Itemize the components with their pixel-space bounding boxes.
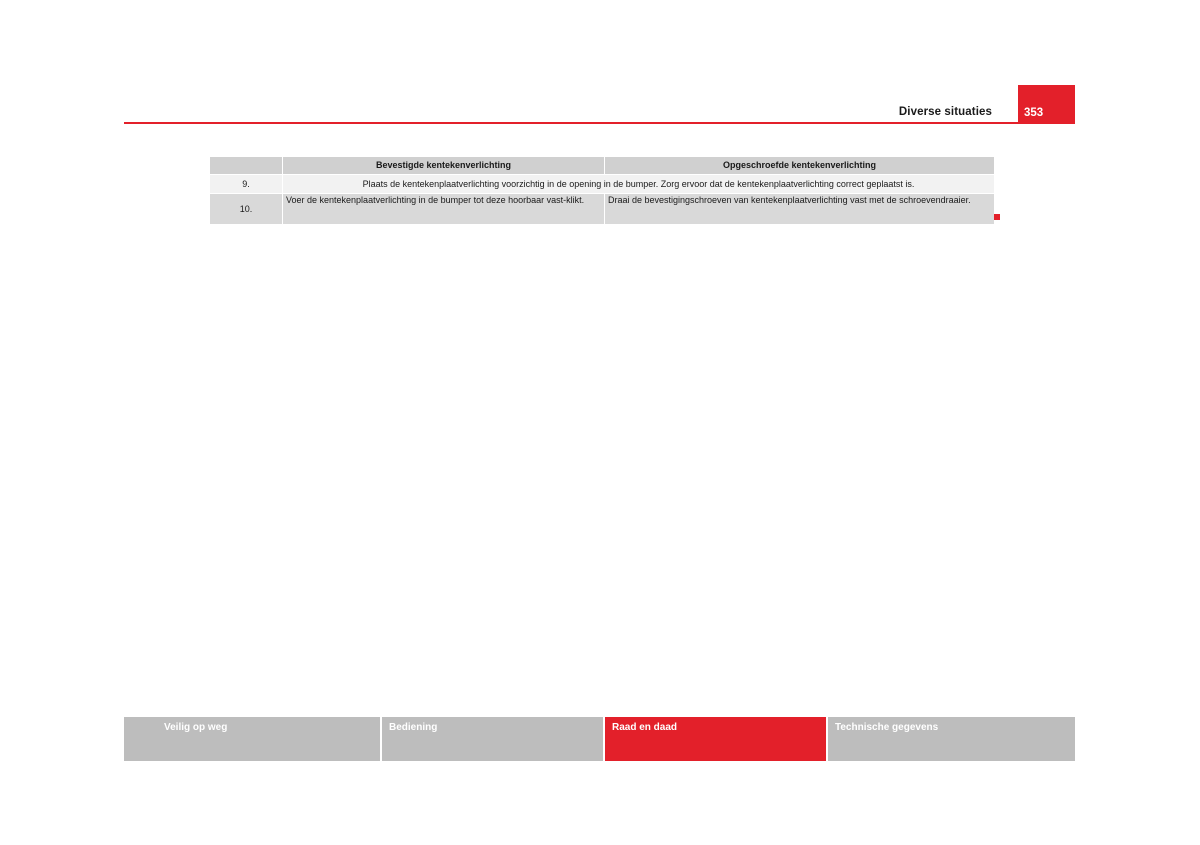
table-header-fixed: Bevestigde kentekenverlichting <box>283 157 605 175</box>
table-row <box>210 175 994 194</box>
chapter-tab-technische-gegevens[interactable]: Technische gegevens <box>828 717 1075 761</box>
section-title: Diverse situaties <box>898 106 992 118</box>
step-number: 9. <box>210 175 283 194</box>
step-text-fixed: Voer de kentekenplaatverlichting in de bumper tot deze hoorbaar vast-klikt. <box>283 194 605 225</box>
table-row <box>210 194 994 225</box>
page-number: 353 <box>1018 85 1075 123</box>
step-number: 10. <box>210 194 283 225</box>
chapter-nav <box>124 717 1075 761</box>
chapter-tab-veilig-op-weg[interactable]: Veilig op weg <box>124 717 380 761</box>
step-text-screwed: Draai de bevestigingschroeven van kentekenplaatverlichting vast met de schroevendraaier. <box>604 194 994 225</box>
spec-table <box>210 157 994 224</box>
table-header-screwed: Opgeschroefde kentekenverlichting <box>604 157 994 175</box>
table-header-row <box>210 157 994 175</box>
chapter-tab-raad-en-daad[interactable]: Raad en daad <box>605 717 826 761</box>
chapter-tab-bediening[interactable]: Bediening <box>382 717 603 761</box>
end-of-section-marker <box>994 214 1000 220</box>
header-rule <box>124 122 1075 124</box>
step-text: Plaats de kentekenplaatverlichting voorzichtig in de opening in de bumper. Zorg ervoor dat de kentekenplaatverlichting correct geplaatst is. <box>283 175 995 194</box>
table-header-step <box>210 157 283 175</box>
